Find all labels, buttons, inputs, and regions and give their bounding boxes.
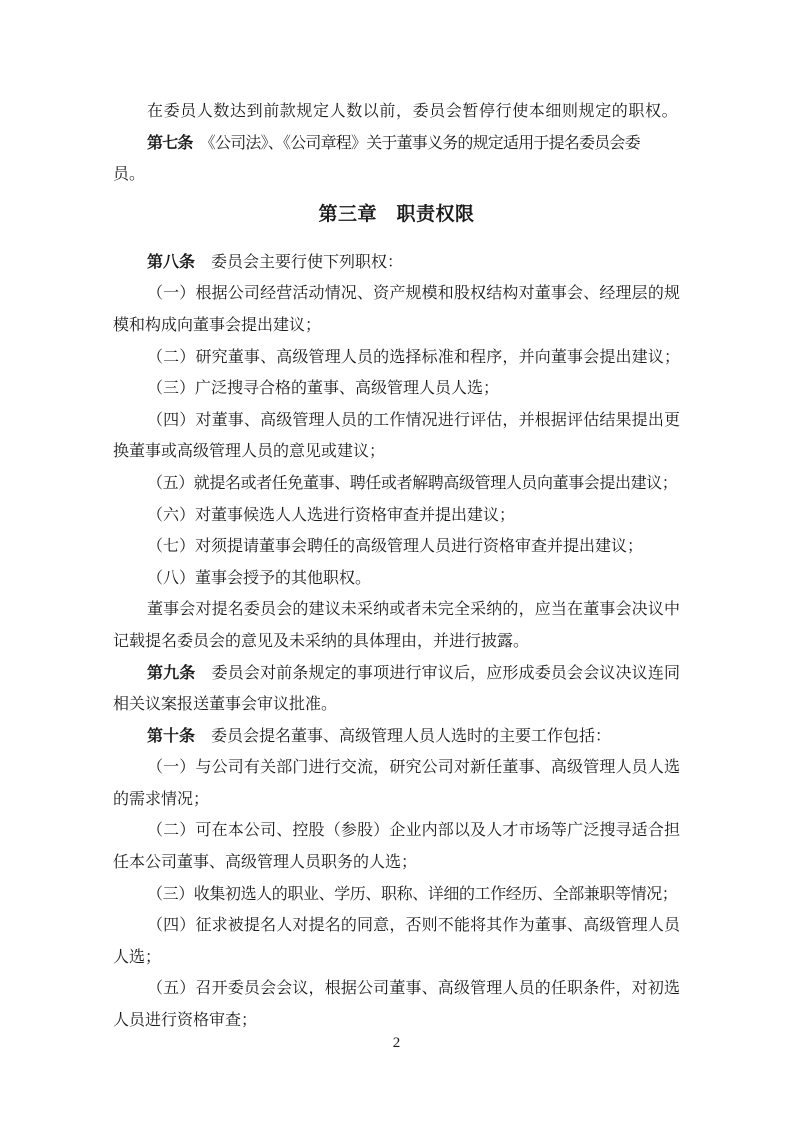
text-line (113, 278, 680, 310)
text-line (113, 468, 680, 500)
text-line (113, 973, 680, 1005)
text-line (113, 373, 680, 405)
text-run: 董事会对提名委员会的建议未采纳或者未完全采纳的，应当在董事会决议中 (147, 601, 680, 619)
text-line (113, 96, 680, 128)
text-run: （三）收集初选人的职业、学历、职称、详细的工作经历、全部兼职等情况； (147, 885, 678, 903)
chapter-heading: 第三章 职责权限 (318, 203, 475, 225)
text-run: （二）可在本公司、控股（参股）企业内部以及人才市场等广泛搜寻适合担 (147, 822, 680, 840)
text-run: 任本公司董事、高级管理人员职务的人选； (113, 854, 418, 872)
text-line (113, 405, 680, 437)
text-line (113, 752, 680, 784)
text-line (113, 658, 680, 690)
article-number: 第九条 (147, 664, 196, 682)
text-run: （四）对董事、高级管理人员的工作情况进行评估，并根据评估结果提出更 (147, 411, 680, 429)
text-run: 人选； (113, 948, 162, 966)
text-run: （三）广泛搜寻合格的董事、高级管理人员人选； (147, 380, 500, 398)
text-run: 换董事或高级管理人员的意见或建议； (113, 443, 386, 461)
text-run: 相关议案报送董事会审议批准。 (113, 696, 338, 714)
text-run: 《公司法》、《公司章程》关于董事义务的规定适用于提名委员会委 (192, 134, 640, 152)
text-run: （二）研究董事、高级管理人员的选择标准和程序，并向董事会提出建议； (147, 348, 680, 366)
page-number: 2 (392, 1035, 401, 1051)
text-run: 在委员人数达到前款规定人数以前，委员会暂停行使本细则规定的职权。 (147, 103, 679, 120)
text-run: 委员会提名董事、高级管理人员人选时的主要工作包括： (195, 727, 612, 745)
text-run: （五）就提名或者任免董事、聘任或者解聘高级管理人员向董事会提出建议； (147, 474, 678, 492)
text-line (113, 247, 680, 279)
text-run: （一）与公司有关部门进行交流，研究公司对新任董事、高级管理人员人选 (147, 759, 680, 777)
article-number: 第十条 (147, 727, 196, 745)
text-run: （六）对董事候选人人选进行资格审查并提出建议； (147, 506, 516, 524)
text-line (113, 879, 680, 911)
text-line (113, 128, 680, 160)
text-line (113, 310, 680, 342)
text-line (113, 594, 680, 626)
text-line (113, 847, 680, 879)
text-run: （四）征求被提名人对提名的同意，否则不能将其作为董事、高级管理人员 (147, 917, 680, 935)
article-number: 第八条 (147, 253, 196, 271)
article-number: 第七条 (147, 134, 193, 152)
text-run: 模和构成向董事会提出建议； (113, 316, 322, 334)
text-run: 记载提名委员会的意见及未采纳的具体理由，并进行披露。 (113, 632, 530, 650)
text-run: 委员会对前条规定的事项进行审议后，应形成委员会会议决议连同 (195, 664, 680, 682)
text-line (113, 1005, 680, 1037)
text-run: （八）董事会授予的其他职权。 (147, 569, 372, 587)
text-run: 的需求情况； (113, 790, 210, 808)
text-line (113, 626, 680, 658)
text-run: 员。 (113, 166, 146, 184)
text-line (113, 563, 680, 595)
text-run: 人员进行资格审查； (113, 1012, 258, 1030)
text-line (113, 910, 680, 942)
text-line (113, 721, 680, 753)
text-line (113, 531, 680, 563)
text-line (113, 500, 680, 532)
text-line (113, 342, 680, 374)
document-content (113, 96, 680, 1037)
text-run: （七）对须提请董事会聘任的高级管理人员进行资格审查并提出建议； (147, 538, 644, 556)
text-line (113, 942, 680, 974)
text-run: （一）根据公司经营活动情况、资产规模和股权结构对董事会、经理层的规 (147, 285, 680, 303)
text-line (113, 784, 680, 816)
text-line (113, 159, 680, 191)
text-line (113, 689, 680, 721)
text-run: 委员会主要行使下列职权： (195, 253, 404, 271)
text-line (113, 436, 680, 468)
text-line (113, 815, 680, 847)
text-run: （五）召开委员会会议，根据公司董事、高级管理人员的任职条件，对初选 (147, 980, 680, 998)
